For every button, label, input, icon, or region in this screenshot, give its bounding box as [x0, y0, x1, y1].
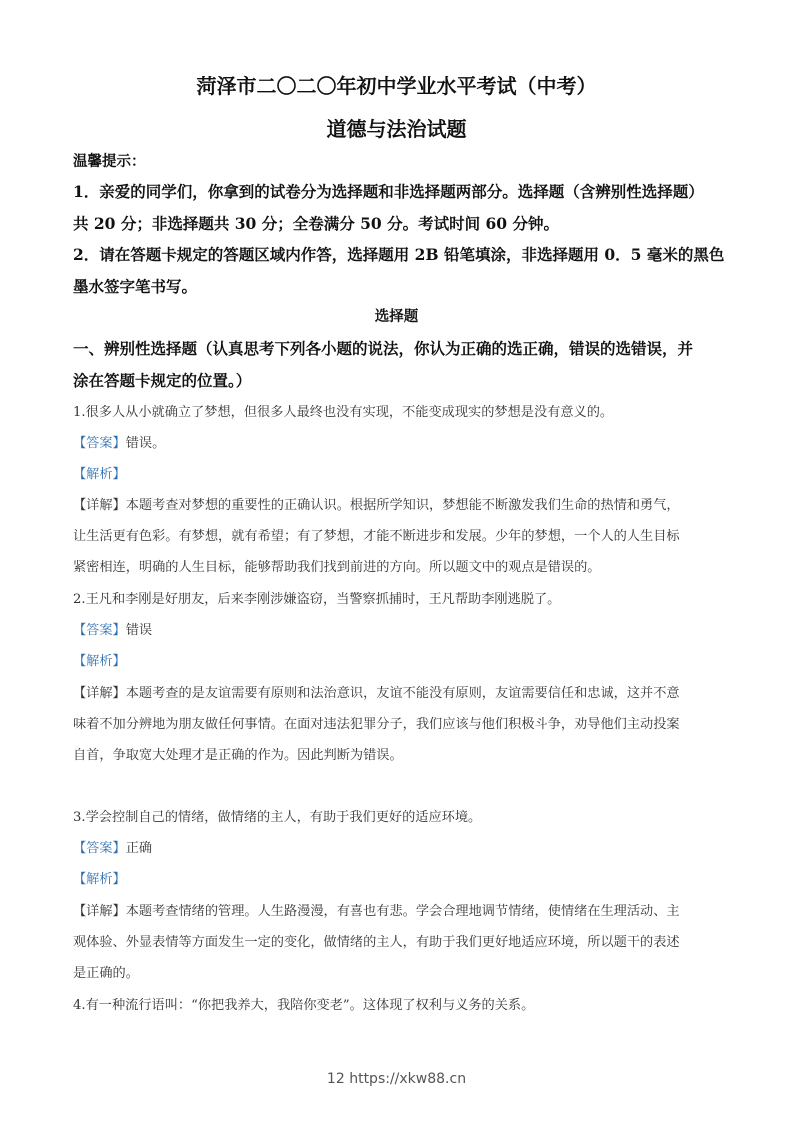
analysis-line — [73, 868, 723, 887]
analysis-line — [73, 650, 723, 669]
detail-text: 紧密相连，明确的人生目标，能够帮助我们找到前进的方向。所以题文中的观点是错误的。 — [73, 560, 601, 575]
question-stem: 2.王凡和李刚是好朋友，后来李刚涉嫌盗窃，当警察抓捕时，王凡帮助李刚逃脱了。 — [73, 592, 561, 607]
detail-tag: 【详解】 — [73, 904, 126, 919]
question-stem: 4.有一种流行语叫：“你把我养大，我陪你变老”。这体现了权利与义务的关系。 — [73, 998, 535, 1013]
notice-line: 墨水签字笔书写。 — [73, 277, 198, 296]
document-subtitle: 道德与法治试题 — [326, 117, 467, 141]
answer-tag: 【答案】 — [73, 841, 126, 856]
notice-line: 1．亲爱的同学们，你拿到的试卷分为选择题和非选择题两部分。选择题（含辨别性选择题） — [73, 182, 704, 201]
detail-text: 让生活更有色彩。有梦想，就有希望；有了梦想，才能不断进步和发展。少年的梦想，一个人的人生目标 — [73, 529, 680, 544]
notice-line: 2．请在答题卡规定的答题区域内作答，选择题用 2B 铅笔填涂，非选择题用 0．5 毫米的黑色 — [73, 245, 725, 264]
answer-value: 错误 — [125, 623, 153, 638]
detail-text: 本题考查的是友谊需要有原则和法治意识，友谊不能没有原则，友谊需要信任和忠诚，这并不意 — [125, 686, 680, 701]
part-instruction-line: 涂在答题卡规定的位置。） — [73, 371, 252, 390]
part-instruction-line: 一、辨别性选择题（认真思考下列各小题的说法，你认为正确的选正确，错误的选错误，并 — [73, 339, 694, 358]
detail-text: 观体验、外显表情等方面发生一定的变化，做情绪的主人，有助于我们更好地适应环境，所以题干的表述 — [73, 935, 680, 950]
analysis-tag: 【解析】 — [73, 467, 126, 482]
answer-value: 错误。 — [125, 436, 166, 451]
answer-tag: 【答案】 — [73, 436, 126, 451]
notice-line: 共 20 分；非选择题共 30 分；全卷满分 50 分。考试时间 60 分钟。 — [73, 214, 559, 233]
page-number: 12 — [326, 1071, 345, 1087]
analysis-line — [73, 463, 723, 482]
answer-tag: 【答案】 — [73, 623, 126, 638]
detail-line — [73, 494, 723, 513]
section-heading: 选择题 — [374, 308, 419, 325]
page-footer — [0, 1071, 793, 1087]
detail-tag: 【详解】 — [73, 686, 126, 701]
question-stem: 3.学会控制自己的情绪，做情绪的主人，有助于我们更好的适应环境。 — [73, 810, 482, 825]
detail-text: 本题考查对梦想的重要性的正确认识。根据所学知识，梦想能不断激发我们生命的热情和勇气， — [125, 498, 680, 513]
detail-text: 本题考查情绪的管理。人生路漫漫，有喜也有悲。学会合理地调节情绪，使情绪在生理活动、主 — [125, 904, 680, 919]
answer-line — [73, 619, 723, 638]
detail-tag: 【详解】 — [73, 498, 126, 513]
detail-text: 味着不加分辨地为朋友做任何事情。在面对违法犯罪分子，我们应该与他们积极斗争，劝导他们主动投案 — [73, 717, 680, 732]
analysis-tag: 【解析】 — [73, 654, 126, 669]
notice-label: 温馨提示： — [73, 153, 146, 170]
detail-line — [73, 900, 723, 919]
answer-value: 正确 — [125, 841, 153, 856]
footer-url[interactable]: https://xkw88.cn — [349, 1071, 467, 1087]
answer-line — [73, 432, 723, 451]
answer-line — [73, 837, 723, 856]
detail-line — [73, 682, 723, 701]
detail-text: 自首，争取宽大处理才是正确的作为。因此判断为错误。 — [73, 748, 403, 763]
question-stem: 1.很多人从小就确立了梦想，但很多人最终也没有实现，不能变成现实的梦想是没有意义的。 — [73, 405, 614, 420]
detail-text: 是正确的。 — [73, 966, 139, 981]
document-title: 菏泽市二〇二〇年初中学业水平考试（中考） — [196, 74, 597, 98]
analysis-tag: 【解析】 — [73, 872, 126, 887]
